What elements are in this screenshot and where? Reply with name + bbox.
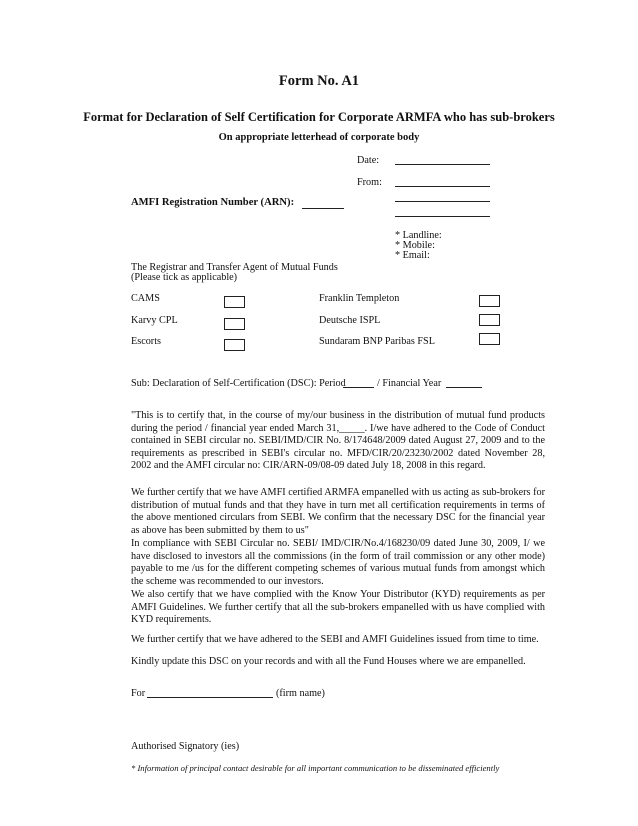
- checkbox-franklin[interactable]: [479, 295, 500, 307]
- for-label: For: [131, 688, 146, 699]
- rta-option-karvy: Karvy CPL: [131, 315, 178, 326]
- registrar-instruction: (Please tick as applicable): [131, 272, 238, 283]
- mobile-label: * Mobile:: [395, 240, 435, 251]
- rta-option-escorts: Escorts: [131, 336, 161, 347]
- checkbox-karvy[interactable]: [224, 318, 245, 330]
- kyd-paragraph: We also certify that we have complied with the Know Your Distributor (KYD) requirements as per AMFI Guidelines. We further certify that all the sub-brokers empanelled with us have complied with KYD requirements.: [131, 589, 545, 626]
- firm-name-field[interactable]: [147, 697, 273, 698]
- from-field-line-2[interactable]: [395, 201, 490, 202]
- checkbox-deutsche[interactable]: [479, 314, 500, 326]
- subject-prefix: Sub: Declaration of Self-Certification (DSC): Period: [131, 378, 346, 389]
- rta-option-cams: CAMS: [131, 293, 160, 304]
- form-heading: Format for Declaration of Self Certification for Corporate ARMFA who has sub-brokers: [83, 110, 555, 124]
- rta-option-sundaram: Sundaram BNP Paribas FSL: [319, 336, 435, 347]
- update-request-paragraph: Kindly update this DSC on your records and with all the Fund Houses where we are empanelled.: [131, 656, 526, 667]
- financial-year-field[interactable]: [446, 387, 482, 388]
- checkbox-sundaram[interactable]: [479, 333, 500, 345]
- from-label: From:: [357, 177, 382, 188]
- period-field[interactable]: [343, 387, 374, 388]
- subject-mid: / Financial Year: [377, 378, 442, 389]
- email-label: * Email:: [395, 250, 430, 261]
- arn-field[interactable]: [302, 208, 344, 209]
- from-field-line-1[interactable]: [395, 186, 490, 187]
- firm-name-label: (firm name): [276, 688, 325, 699]
- landline-label: * Landline:: [395, 230, 442, 241]
- rta-option-franklin: Franklin Templeton: [319, 293, 400, 304]
- registrar-line: The Registrar and Transfer Agent of Mutual Funds: [131, 262, 338, 273]
- commission-disclosure-paragraph: In compliance with SEBI Circular no. SEBI/ IMD/CIR/No.4/168230/09 dated June 30, 2009, I/ we have disclosed to investors all the commissions (in the form of trail commission or any other mode) payable to me /us for the different competing schemes of various mutual funds from amongst which the scheme was recommended to our investors.: [131, 538, 545, 587]
- footnote: * Information of principal contact desirable for all important communication to be disseminated efficiently: [131, 763, 500, 773]
- certification-paragraph: "This is to certify that, in the course of my/our business in the distribution of mutual fund products during the period / financial year ended March 31,_____. I/we have adhered to the Code of Conduct contained in SEBI circular no. SEBI/IMD/CIR No. 8/174648/2009 dated August 27, 2009 and to the requirements as prescribed in SEBI's circular no. MFD/CIR/20/23230/2002 dated November 28, 2002 and the AMFI circular no: CIR/ARN-09/08-09 dated July 18, 2008 in this regard.: [131, 410, 545, 472]
- date-label: Date:: [357, 155, 380, 166]
- guidelines-paragraph: We further certify that we have adhered to the SEBI and AMFI Guidelines issued from time to time.: [131, 634, 539, 645]
- checkbox-escorts[interactable]: [224, 339, 245, 351]
- form-title: Form No. A1: [278, 73, 360, 89]
- date-field[interactable]: [395, 164, 490, 165]
- arn-label: AMFI Registration Number (ARN):: [131, 197, 295, 208]
- rta-option-deutsche: Deutsche ISPL: [319, 315, 381, 326]
- sub-broker-paragraph: We further certify that we have AMFI certified ARMFA empanelled with us acting as sub-brokers for distribution of mutual funds and that they have in turn met all certification requirements in terms of the above mentioned circulars from SEBI. We confirm that the necessary DSC for the financial year as above has been submitted by them to us": [131, 487, 545, 536]
- form-subheading: On appropriate letterhead of corporate body: [218, 132, 420, 143]
- from-field-line-3[interactable]: [395, 216, 490, 217]
- signatory-label: Authorised Signatory (ies): [131, 741, 240, 752]
- checkbox-cams[interactable]: [224, 296, 245, 308]
